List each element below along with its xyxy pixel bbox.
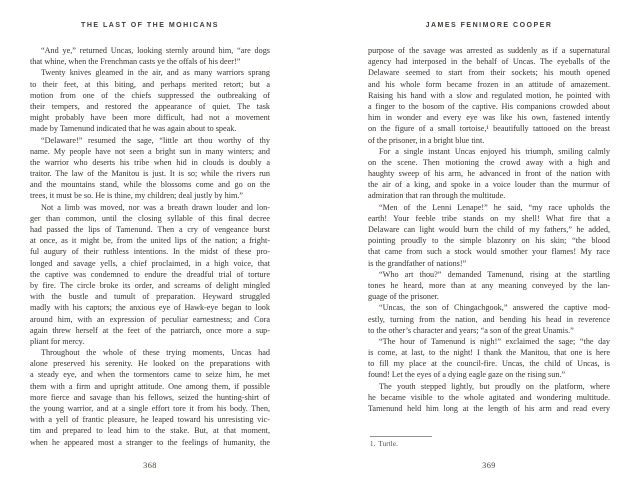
text-line: “Men of the Lenni Lenape!” he said, “my race upholds the — [379, 202, 610, 212]
text-line: by fire. The circle broke its order, and screams of delight mingled — [30, 280, 270, 290]
text-line: name. My people have not seen a bright sun in many winters; and — [30, 146, 270, 156]
text-line: motion from one of the chiefs suppressed the outbreaking of — [30, 90, 270, 100]
text-line: ger than common, until the closing syllable of this final decree — [30, 213, 270, 223]
text-line: that came from such a stock would smother your flames! My race — [368, 247, 610, 257]
text-line: him in wonder and every eye was like his own, fastened intently — [368, 113, 610, 123]
text-line: estly, turning from the nation, and bending his head in reverence — [368, 314, 610, 324]
text-line: longed and savage yells, a chief proclaimed, in a high voice, that — [30, 258, 270, 268]
text-line: The youth stepped lightly, but proudly on the platform, where — [379, 381, 610, 391]
text-line: Not a limb was moved, nor was a breath drawn louder and lon- — [41, 202, 270, 212]
text-line: on the scene. Then motioning the crowd away with a high and — [368, 157, 610, 167]
footnote-rule — [370, 436, 432, 437]
text-line: the young warrior, and at a single effort tore it from his body. Then, — [30, 404, 270, 413]
text-line: again threw herself at the feet of the patriarch, once more a sup- — [30, 325, 270, 335]
text-line: “Uncas, the son of Chingachgook,” answered the captive mod- — [379, 303, 610, 313]
text-line: the captive was condemned to endure the dreadful trial of torture — [30, 269, 270, 279]
text-line: pointing proudly to the simple blazonry on his skin; “the blood — [368, 236, 610, 246]
text-line: tones he heard, more than at any meaning conveyed by the lan- — [368, 280, 610, 290]
text-line: Delaware seemed to start from their sockets; his mouth opened — [368, 68, 610, 78]
text-line: trees, it must be so. He is thine, my children; deal justly by him.” — [30, 191, 244, 201]
text-line: of the prisoner, in a bright blue tint. — [368, 135, 485, 145]
text-line: “And ye,” returned Uncas, looking sternly around him, “are dogs — [41, 46, 270, 55]
text-line: and his whole form became frozen in an attitude of amazement. — [368, 79, 610, 89]
text-line: at once, as it might be, from the united lips of the nation; a fright- — [30, 236, 270, 246]
text-line: pliant for mercy. — [30, 336, 85, 346]
text-line: earth! Your feeble tribe stands on my shell! What fire that a — [368, 213, 610, 223]
text-line: their tempers, and restored the appearance of quiet. The task — [30, 101, 270, 111]
text-line: alone preserved his serenity. He looked on the preparations with — [30, 359, 270, 369]
page-body-left — [30, 45, 270, 448]
text-line: and the mountains stand, while the blossoms come and go on the — [30, 180, 270, 190]
text-line: to their feet, at this biting, and perhaps merited retort; but a — [30, 79, 270, 89]
text-line: Tamenund held him long at the length of his arm and read every — [368, 404, 610, 413]
text-line: purpose of the savage was arrested as suddenly as if a supernatural — [368, 46, 610, 55]
text-line: when he appeared most a stranger to the feelings of humanity, the — [30, 437, 270, 447]
text-line: For a single instant Uncas enjoyed his triumph, smiling calmly — [379, 146, 610, 156]
text-line: to fill my place at the council-fire. Uncas, the child of Uncas, is — [368, 359, 610, 369]
text-line: a finger to the bosom of the captive. His companions crowded about — [368, 101, 610, 111]
text-line: Throughout the whole of these trying moments, Uncas had — [41, 348, 270, 358]
page-number: 369 — [482, 461, 496, 470]
text-line: to the other’s character and years; “a son of the great Unamis.” — [368, 325, 574, 335]
text-line: more fierce and savage than his fellows, seized the hunting-shirt of — [30, 392, 270, 402]
page-number: 368 — [143, 461, 157, 470]
text-line: “Delaware!” resumed the sage, “little art thou worthy of thy — [41, 135, 270, 145]
text-line: tim and prepared to lead him to the stake. But, at that moment, — [30, 426, 270, 436]
text-line: with a yell of frantic pleasure, he leaped toward his unresisting vic- — [30, 415, 270, 425]
text-line: around him, with an expression of peculiar earnestness; and Cora — [30, 314, 270, 324]
text-line: is come, at last, to the night! I thank the Manitou, that one is here — [368, 348, 610, 358]
text-line: made by Tamenund indicated that he was again about to speak. — [30, 124, 237, 134]
text-line: “Who art thou?” demanded Tamenund, rising at the startling — [379, 269, 610, 279]
page-right — [368, 0, 610, 487]
text-line: Raising his hand with a slow and regulated motion, he pointed with — [368, 90, 610, 100]
text-line: found! Let the eyes of a dying eagle gaze on the rising sun.” — [368, 370, 566, 380]
text-line: Delaware can light would burn the child of my fathers,” he added, — [368, 225, 610, 234]
page-left — [30, 0, 270, 487]
text-line: on the figure of a small tortoise,¹ beautifully tattooed on the breast — [368, 124, 610, 134]
footnote-label: Turtle. — [378, 440, 398, 448]
running-header-title: THE LAST OF THE MOHICANS — [81, 22, 219, 29]
text-line: he became visible to the whole agitated and wondering multitude. — [368, 392, 610, 402]
text-line: the air of a king, and spoke in a voice louder than the murmur of — [368, 180, 610, 190]
text-line: might probably have been more difficult, had not a movement — [30, 113, 270, 123]
text-line: a steady eye, and when the tormentors came to seize him, he met — [30, 370, 270, 380]
text-line: that whine, when the Frenchman casts ye the offals of his deer!” — [30, 57, 241, 67]
text-line: had passed the lips of Tamenund. Then a cry of vengeance burst — [30, 225, 270, 234]
text-line: traitor. The law of the Manitou is just. It is so; while the rivers run — [30, 169, 270, 179]
text-line: guage of the prisoner. — [368, 292, 439, 302]
footnote — [370, 436, 610, 448]
text-line: with the bustle and tumult of preparation. Heyward struggled — [30, 292, 270, 302]
text-line: madly with his captors; the anxious eye of Hawk-eye began to look — [30, 303, 270, 313]
text-line: admiration that ran through the multitude. — [368, 191, 506, 201]
running-header-author: JAMES FENIMORE COOPER — [425, 22, 553, 29]
text-line: Twenty knives gleamed in the air, and as many warriors sprang — [41, 68, 270, 78]
text-line: the warrior who deserts his tribe when hid in clouds is doubly a — [30, 157, 270, 167]
footnote-text — [370, 441, 610, 448]
text-line: haughty sweep of his arm, he advanced in front of the nation with — [368, 169, 610, 179]
text-line: them with a firm and upright attitude. One among them, if possible — [30, 381, 270, 391]
text-line: is the grandfather of nations!” — [368, 258, 467, 268]
text-line: “The hour of Tamenund is nigh!” exclaimed the sage; “the day — [379, 336, 610, 346]
page-body-right — [368, 45, 610, 414]
text-line: ful augury of their ruthless intentions. In the midst of these pro- — [30, 247, 270, 257]
text-line: agency had interposed in the behalf of Uncas. The eyeballs of the — [368, 57, 610, 67]
footnote-number: 1. — [370, 440, 376, 448]
